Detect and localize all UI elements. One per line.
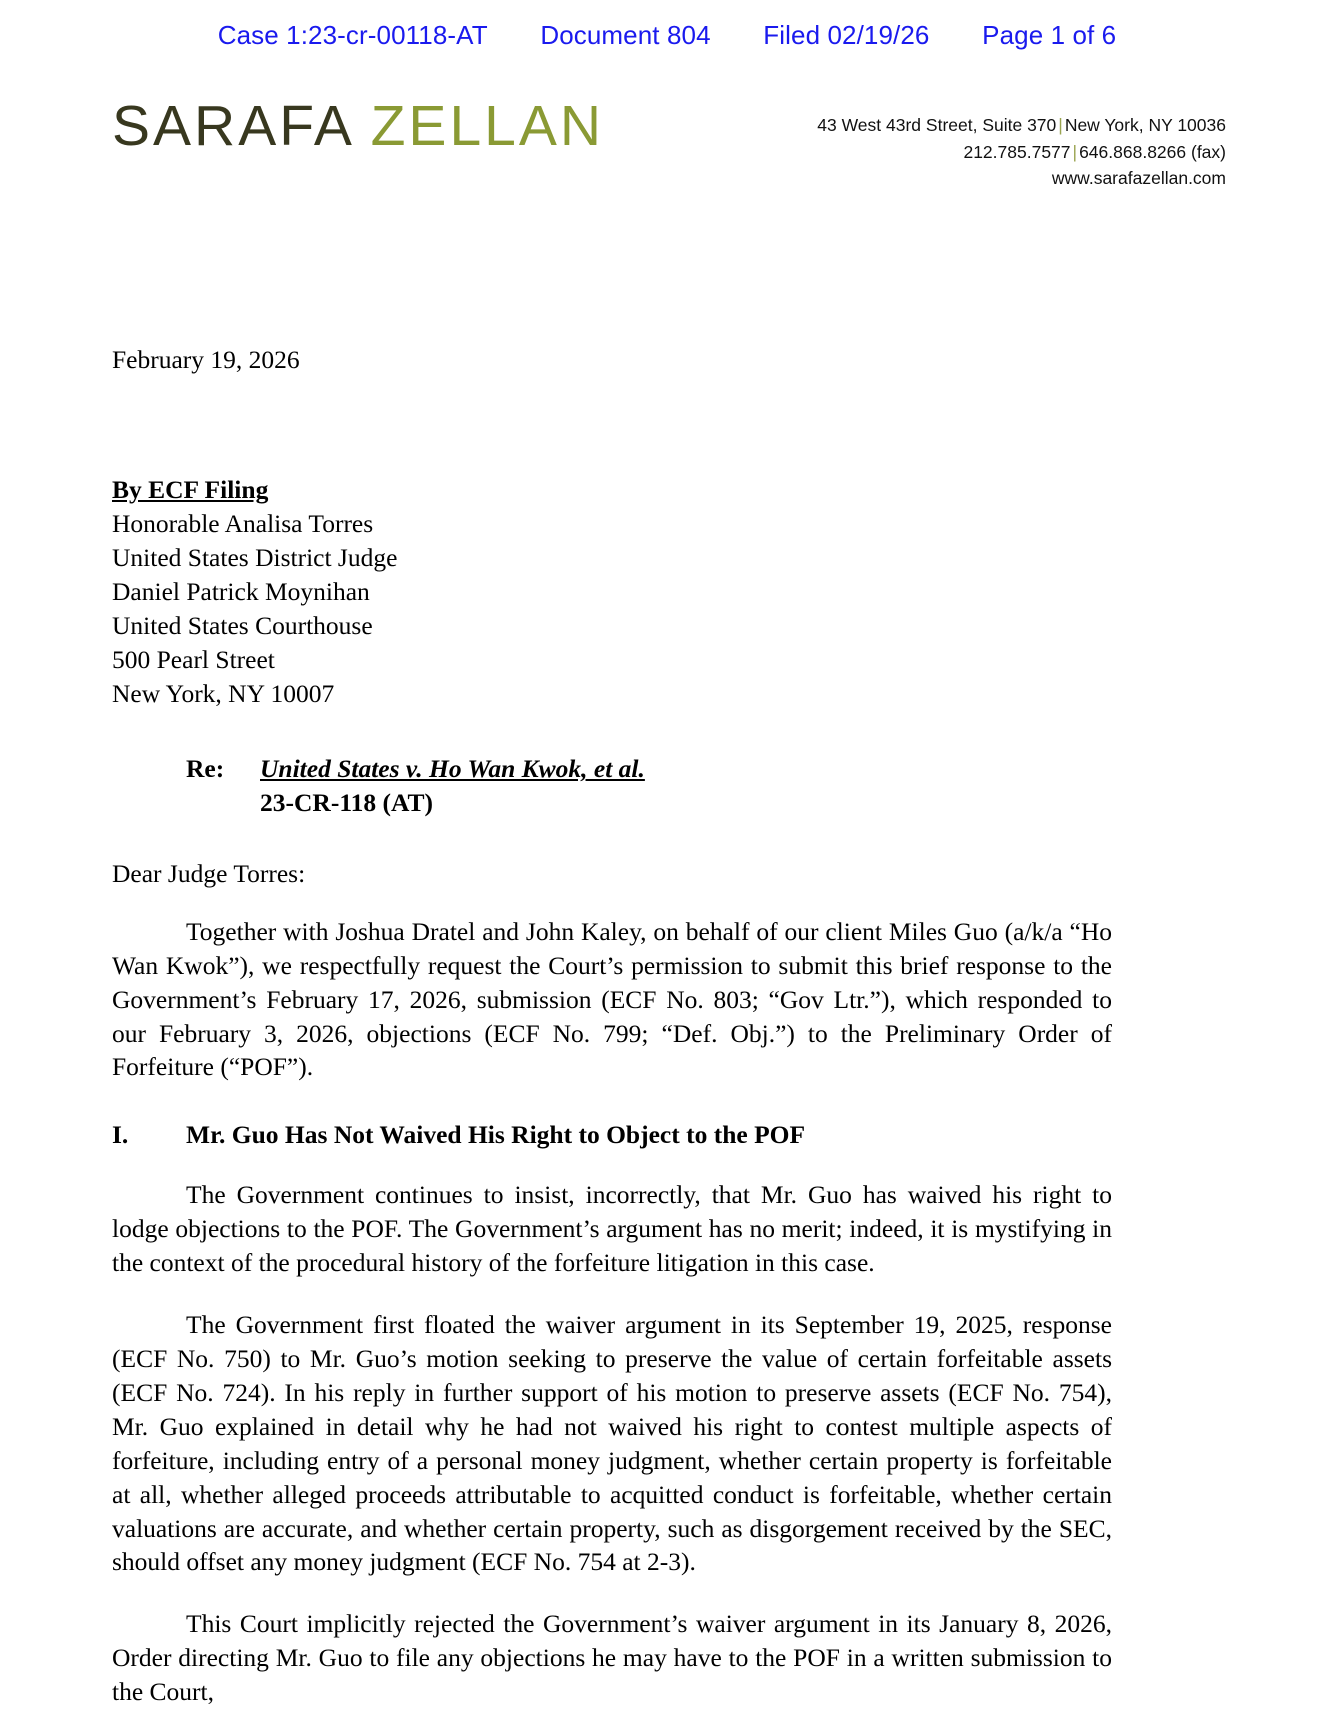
- firm-phone: 212.785.7577: [963, 141, 1071, 162]
- addressee-line: New York, NY 10007: [112, 678, 335, 708]
- section-title: Mr. Guo Has Not Waived His Right to Object to the POF: [186, 1120, 806, 1150]
- delivery-method: By ECF Filing: [112, 475, 269, 505]
- ecf-header-stamp: [0, 20, 1334, 51]
- body-paragraph-3: This Court implicitly rejected the Government’s waiver argument in its January 8, 2026, Order directing Mr. Guo to file any objections he may have to the POF in a written submission to the Court,: [112, 1609, 1112, 1707]
- re-case-number: 23-CR-118 (AT): [260, 787, 434, 817]
- re-block: [186, 752, 1112, 818]
- address-separator: |: [1058, 115, 1063, 135]
- addressee-block: [112, 473, 1112, 710]
- re-label: Re:: [186, 754, 225, 784]
- logo-word-sarafa: SARAFA: [112, 94, 352, 158]
- firm-contact-block: [817, 112, 1226, 192]
- section-number: I.: [112, 1120, 129, 1150]
- ecf-case-number: Case 1:23-cr-00118-AT: [217, 20, 488, 50]
- re-case-row: [186, 752, 1112, 785]
- ecf-page-number: Page 1 of 6: [982, 20, 1117, 50]
- firm-website: www.sarafazellan.com: [1051, 168, 1226, 189]
- letter-date: February 19, 2026: [112, 345, 300, 374]
- salutation: Dear Judge Torres:: [112, 858, 306, 888]
- letter-body: [112, 345, 1112, 1709]
- phone-separator: |: [1072, 141, 1078, 162]
- firm-phone-line: [817, 139, 1226, 166]
- letterhead: [0, 94, 1334, 189]
- ecf-document-number: Document 804: [540, 20, 711, 50]
- firm-fax: 646.868.8266 (fax): [1079, 141, 1226, 162]
- section-heading-i: [112, 1084, 1112, 1150]
- body-paragraph-2: The Government first floated the waiver argument in its September 19, 2025, response (ECF No. 750) to Mr. Guo’s motion seeking to preserve the value of certain forfeitable assets (ECF No. 724). In his reply in further support of his motion to preserve assets (ECF No. 754), Mr. Guo explained in detail why he had not waived his right to contest multiple aspects of forfeiture, including entry of a personal money judgment, whether certain property is forfeitable at all, whether alleged proceeds attributable to acquitted conduct is forfeitable, whether certain valuations are accurate, and whether certain property, such as disgorgement received by the SEC, should offset any money judgment (ECF No. 754 at 2-3).: [112, 1310, 1112, 1577]
- addressee-line: United States Courthouse: [112, 610, 373, 640]
- addressee-line: Daniel Patrick Moynihan: [112, 576, 370, 606]
- addressee-line: United States District Judge: [112, 542, 398, 572]
- body-paragraph-1: The Government continues to insist, incorrectly, that Mr. Guo has waived his right to lodge objections to the POF. The Government’s argument has no merit; indeed, it is mystifying in the context of the procedural history of the forfeiture litigation in this case.: [112, 1180, 1112, 1278]
- logo-word-zellan: ZELLAN: [370, 94, 605, 158]
- firm-logo: [112, 94, 605, 158]
- re-case-name: United States v. Ho Wan Kwok, et al.: [260, 754, 645, 784]
- ecf-filed-date: Filed 02/19/26: [763, 20, 930, 50]
- addressee-line: Honorable Analisa Torres: [112, 508, 374, 538]
- intro-paragraph: Together with Joshua Dratel and John Kaley, on behalf of our client Miles Guo (a/k/a “Ho Wan Kwok”), we respectfully request the Court’s permission to submit this brief response to the Government’s February 17, 2026, submission (ECF No. 803; “Gov Ltr.”), which responded to our February 3, 2026, objections (ECF No. 799; “Def. Obj.”) to the Preliminary Order of Forfeiture (“POF”).: [112, 916, 1112, 1082]
- addressee-line: 500 Pearl Street: [112, 644, 275, 674]
- firm-address-line: [817, 112, 1226, 139]
- firm-city-state-zip: New York, NY 10036: [1064, 115, 1226, 135]
- firm-street-address: 43 West 43rd Street, Suite 370: [817, 115, 1057, 135]
